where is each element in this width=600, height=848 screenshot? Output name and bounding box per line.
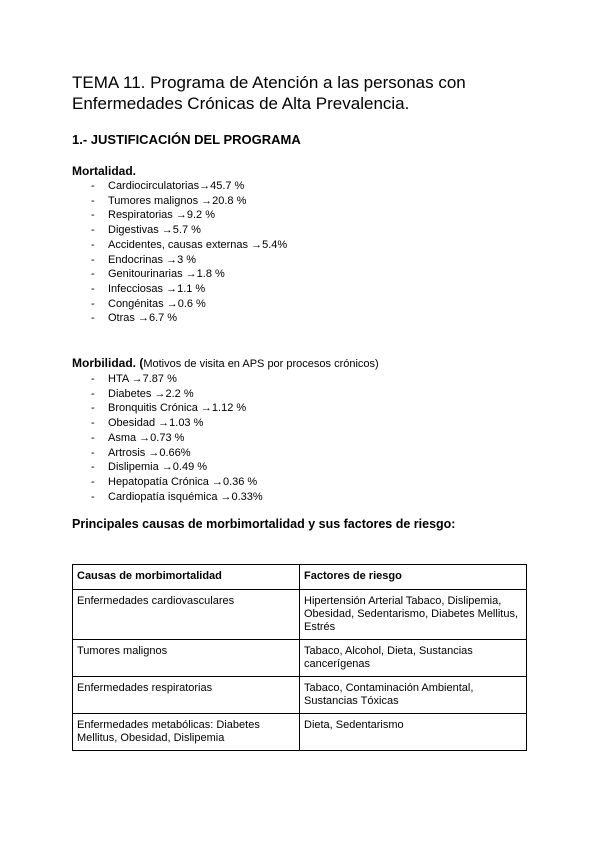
list-item-text: Infecciosas →1.1 % <box>108 282 206 295</box>
list-item <box>72 179 287 194</box>
list-item-text: Asma →0.73 % <box>108 431 185 444</box>
morbilidad-heading <box>72 356 379 370</box>
bullet-dash: - <box>91 312 95 325</box>
risk-factors-cell: Tabaco, Contaminación Ambiental, Sustancias Tóxicas <box>300 677 527 714</box>
list-item-text: Congénitas →0.6 % <box>108 297 206 310</box>
table-header-row <box>73 565 527 590</box>
bullet-dash: - <box>91 387 95 400</box>
list-item <box>72 475 263 490</box>
risk-factors-table <box>72 564 527 751</box>
bullet-dash: - <box>91 475 95 488</box>
risk-factors-cell: Tabaco, Alcohol, Dieta, Sustancias cancerígenas <box>300 640 527 677</box>
list-item <box>72 387 263 402</box>
list-item-text: Artrosis →0.66% <box>108 446 191 459</box>
bullet-dash: - <box>91 490 95 503</box>
bullet-dash: - <box>91 194 95 207</box>
list-item-text: Digestivas →5.7 % <box>108 224 201 237</box>
risk-factors-cell: Dieta, Sedentarismo <box>300 714 527 751</box>
morbilidad-note: Motivos de visita en APS por procesos crónicos) <box>143 358 379 370</box>
list-item <box>72 282 287 297</box>
list-item <box>72 490 263 505</box>
list-item <box>72 194 287 209</box>
bullet-dash: - <box>91 446 95 459</box>
list-item-text: Cardiopatía isquémica →0.33% <box>108 490 263 503</box>
bullet-dash: - <box>91 373 95 385</box>
risk-factors-cell: Hipertensión Arterial Tabaco, Dislipemia, Obesidad, Sedentarismo, Diabetes Mellitus, Estrés <box>300 590 527 640</box>
list-item <box>72 460 263 475</box>
header-risk-factors: Factores de riesgo <box>300 565 527 590</box>
list-item-text: Dislipemia →0.49 % <box>108 461 208 474</box>
list-item-text: Tumores malignos →20.8 % <box>108 194 247 207</box>
list-item <box>72 401 263 416</box>
list-item-text: Respiratorias →9.2 % <box>108 209 215 222</box>
bullet-dash: - <box>91 431 95 444</box>
list-item-text: Endocrinas →3 % <box>108 253 197 266</box>
list-item <box>72 208 287 223</box>
list-item-text: Otras →6.7 % <box>108 312 178 325</box>
bullet-dash: - <box>91 461 95 474</box>
list-item-text: Hepatopatía Crónica →0.36 % <box>108 475 258 488</box>
morbilidad-list <box>72 372 263 504</box>
page-title: TEMA 11. Programa de Atención a las personas con Enfermedades Crónicas de Alta Prevalencia. <box>72 73 466 113</box>
list-item-text: Cardiocirculatorias→45.7 % <box>108 180 245 192</box>
list-item <box>72 267 287 282</box>
list-item <box>72 431 263 446</box>
bullet-dash: - <box>91 238 95 251</box>
list-item-text: Accidentes, causas externas →5.4% <box>108 238 288 251</box>
table-row <box>73 640 527 677</box>
bullet-dash: - <box>91 209 95 222</box>
list-item <box>72 416 263 431</box>
header-causes: Causas de morbimortalidad <box>73 565 300 590</box>
bullet-dash: - <box>91 224 95 237</box>
cause-cell: Enfermedades cardiovasculares <box>73 590 300 640</box>
list-item <box>72 253 287 268</box>
table-row <box>73 590 527 640</box>
section-heading: 1.- JUSTIFICACIÓN DEL PROGRAMA <box>72 132 301 147</box>
cause-cell: Tumores malignos <box>73 640 300 677</box>
list-item-text: Diabetes →2.2 % <box>108 387 194 400</box>
list-item <box>72 223 287 238</box>
list-item <box>72 372 263 387</box>
list-item-text: HTA →7.87 % <box>108 373 177 385</box>
bullet-dash: - <box>91 268 95 281</box>
list-item <box>72 297 287 312</box>
bullet-dash: - <box>91 282 95 295</box>
mortalidad-list <box>72 179 287 326</box>
table-row <box>73 714 527 751</box>
list-item-text: Bronquitis Crónica →1.12 % <box>108 402 247 415</box>
bullet-dash: - <box>91 180 95 192</box>
list-item-text: Genitourinarias →1.8 % <box>108 268 225 281</box>
bullet-dash: - <box>91 417 95 430</box>
bullet-dash: - <box>91 297 95 310</box>
table-row <box>73 677 527 714</box>
bullet-dash: - <box>91 253 95 266</box>
bullet-dash: - <box>91 402 95 415</box>
list-item <box>72 238 287 253</box>
list-item-text: Obesidad →1.03 % <box>108 417 204 430</box>
table-heading: Principales causas de morbimortalidad y sus factores de riesgo: <box>72 517 456 531</box>
list-item <box>72 446 263 461</box>
cause-cell: Enfermedades respiratorias <box>73 677 300 714</box>
cause-cell: Enfermedades metabólicas: Diabetes Mellitus, Obesidad, Dislipemia <box>73 714 300 751</box>
morbilidad-label: Morbilidad. ( <box>72 356 144 370</box>
list-item <box>72 311 287 326</box>
mortalidad-heading: Mortalidad. <box>72 164 137 178</box>
